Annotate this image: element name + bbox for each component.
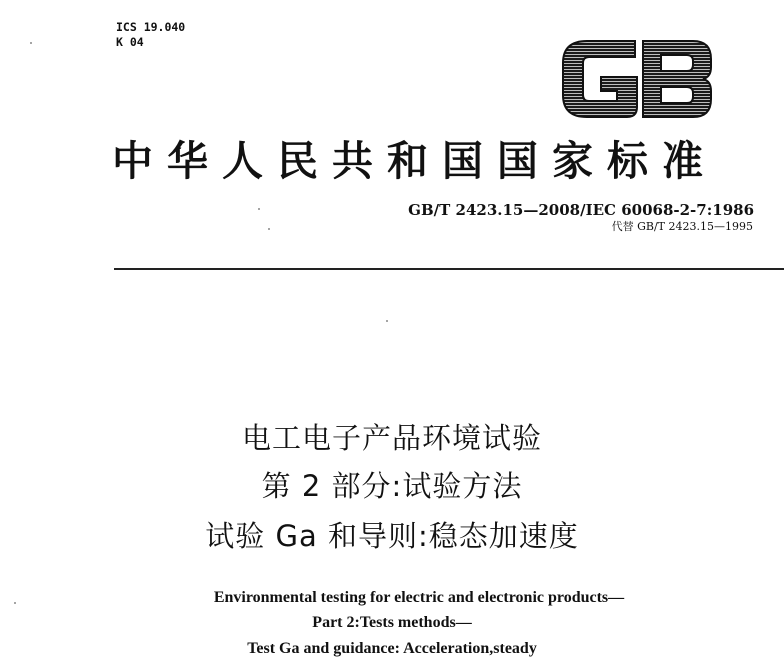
header-rule bbox=[114, 268, 784, 270]
classification-codes bbox=[116, 20, 185, 50]
national-standard-title: 中华人民共和国国家标准 bbox=[112, 137, 717, 185]
gb-logo-g-shape bbox=[563, 41, 637, 117]
cn-title-line2: 第 2 部分:试验方法 bbox=[261, 469, 523, 503]
cn-title-line3: 试验 Ga 和导则:稳态加速度 bbox=[205, 519, 579, 553]
replaces-note: 代替 GB/T 2423.15—1995 bbox=[611, 220, 753, 233]
cn-title-line1: 电工电子产品环境试验 bbox=[241, 421, 542, 455]
scan-speck bbox=[386, 320, 388, 322]
en-title-line1: Environmental testing for electric and electronic products— bbox=[213, 589, 625, 606]
en-title-line2: Part 2:Tests methods— bbox=[312, 614, 472, 631]
scan-speck bbox=[268, 228, 270, 230]
ccs-code: K 04 bbox=[116, 35, 144, 49]
en-title-line3: Test Ga and guidance: Acceleration,steady bbox=[247, 640, 537, 657]
scan-speck bbox=[30, 42, 32, 44]
ics-code: ICS 19.040 bbox=[116, 20, 186, 34]
scan-speck bbox=[258, 208, 260, 210]
gb-logo bbox=[557, 33, 715, 123]
scan-speck bbox=[14, 602, 16, 604]
gb-logo-b-shape bbox=[643, 41, 711, 117]
standard-number: GB/T 2423.15—2008/IEC 60068-2-7:1986 bbox=[408, 201, 754, 219]
